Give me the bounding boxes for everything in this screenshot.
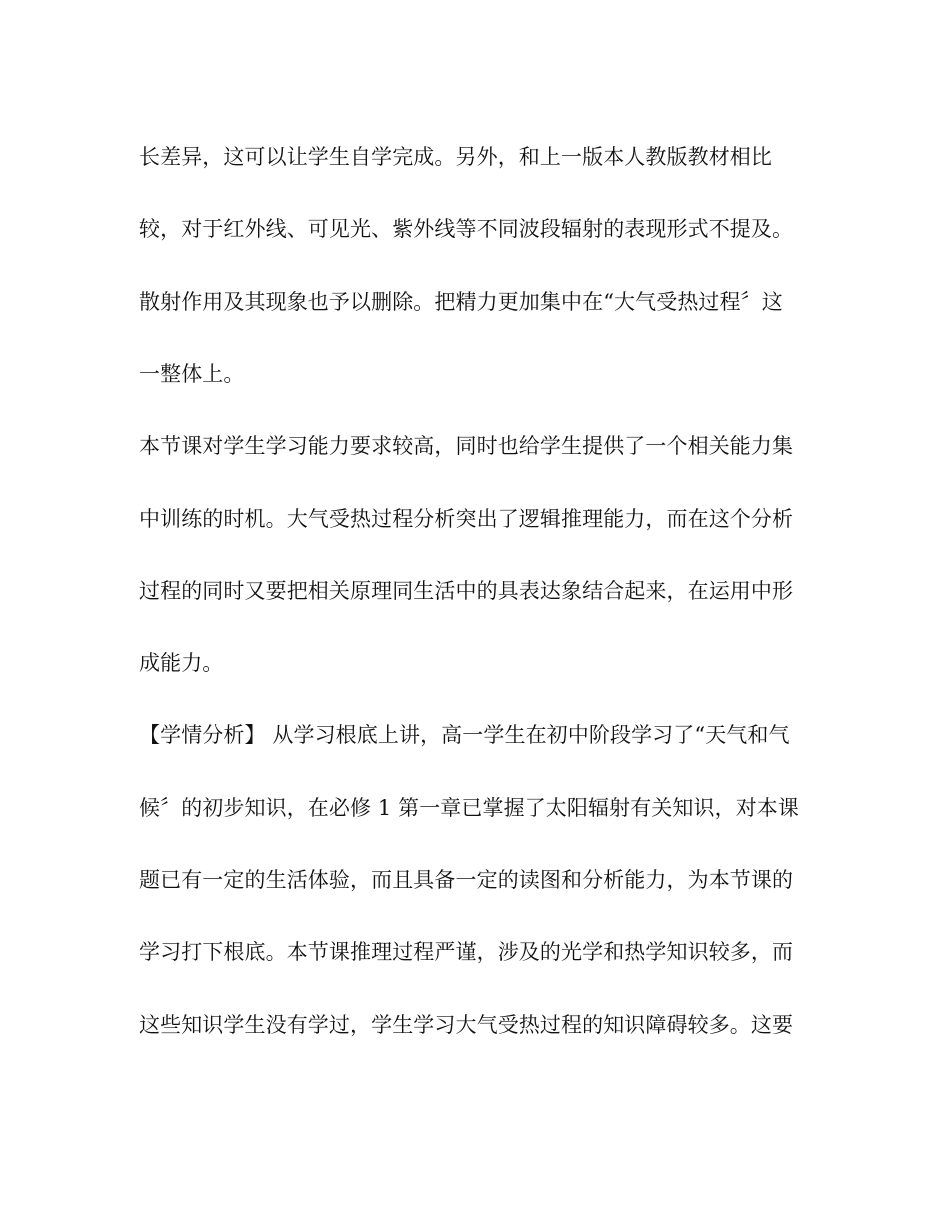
text-line: 题已有一定的生活体验，而且具备一定的读图和分析能力，为本节课的 (139, 868, 794, 892)
text-line: 散射作用及其现象也予以删除。把精力更加集中在“大气受热过程〞这 (139, 290, 783, 314)
text-line: 学习打下根底。本节课推理过程严谨，涉及的光学和热学知识较多，而 (139, 940, 794, 964)
text-line: 长差异，这可以让学生自学完成。另外，和上一版本人教版教材相比 (139, 145, 772, 169)
text-line: 这些知识学生没有学过，学生学习大气受热过程的知识障碍较多。这要 (139, 1013, 794, 1037)
text-line: 成能力。 (139, 651, 224, 675)
text-line: 较，对于红外线、可见光、紫外线等不同波段辐射的表现形式不提及。 (139, 217, 794, 241)
section-heading-line: 【学情分析】 从学习根底上讲，高一学生在初中阶段学习了“天气和气 (139, 723, 790, 747)
text-line: 候〞的初步知识，在必修 1 第一章已掌握了太阳辐射有关知识，对本课 (139, 796, 800, 820)
text-line: 本节课对学生学习能力要求较高，同时也给学生提供了一个相关能力集 (139, 434, 794, 458)
text-line: 一整体上。 (139, 362, 245, 386)
text-line: 过程的同时又要把相关原理同生活中的具表达象结合起来，在运用中形 (139, 579, 794, 603)
text-line: 中训练的时机。大气受热过程分析突出了逻辑推理能力，而在这个分析 (139, 507, 794, 531)
